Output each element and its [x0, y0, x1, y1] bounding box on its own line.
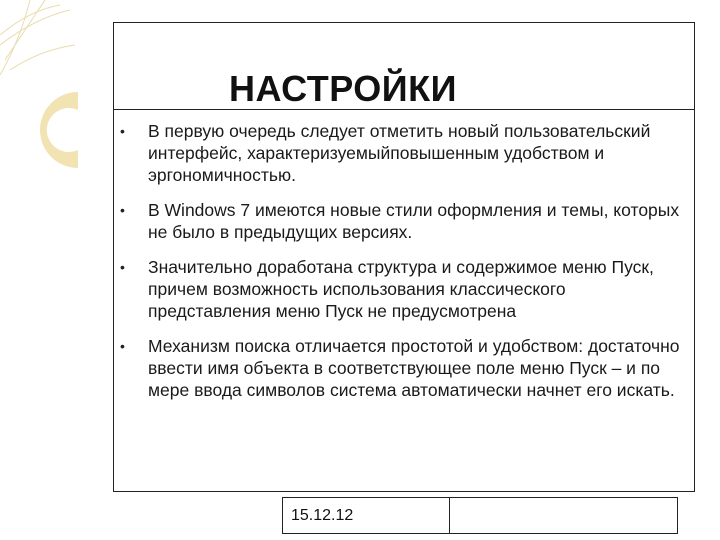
content-box — [113, 110, 695, 492]
bullet-list — [114, 120, 696, 414]
bullet-item — [114, 256, 696, 322]
bullet-item — [114, 199, 696, 243]
bullet-icon: • — [120, 259, 125, 275]
bullet-icon: • — [120, 338, 125, 354]
bullet-item — [114, 120, 696, 186]
footer-date: 15.12.12 — [291, 507, 354, 524]
bullet-text: Механизм поиска отличается простотой и удобством: достаточно ввести имя объекта в соответствующее поле меню Пуск – и по мере ввода символов система автоматически начнет его искать. — [148, 336, 680, 400]
slide-title: НАСТРОЙКИ — [229, 68, 457, 109]
footer-empty-box — [450, 497, 678, 534]
bullet-icon: • — [120, 123, 125, 139]
bullet-item — [114, 335, 696, 401]
bullet-icon: • — [120, 202, 125, 218]
bullet-text: В первую очередь следует отметить новый пользовательский интерфейс, характеризуемыйповышенным удобством и эргономичностью. — [148, 121, 651, 185]
title-box — [113, 22, 695, 110]
bullet-text: Значительно доработана структура и содержимое меню Пуск, причем возможность использования классического представления меню Пуск не предусмотрена — [148, 257, 654, 321]
bullet-text: В Windows 7 имеются новые стили оформления и темы, которых не было в предыдущих версиях. — [148, 200, 680, 242]
footer-date-box — [282, 497, 450, 534]
